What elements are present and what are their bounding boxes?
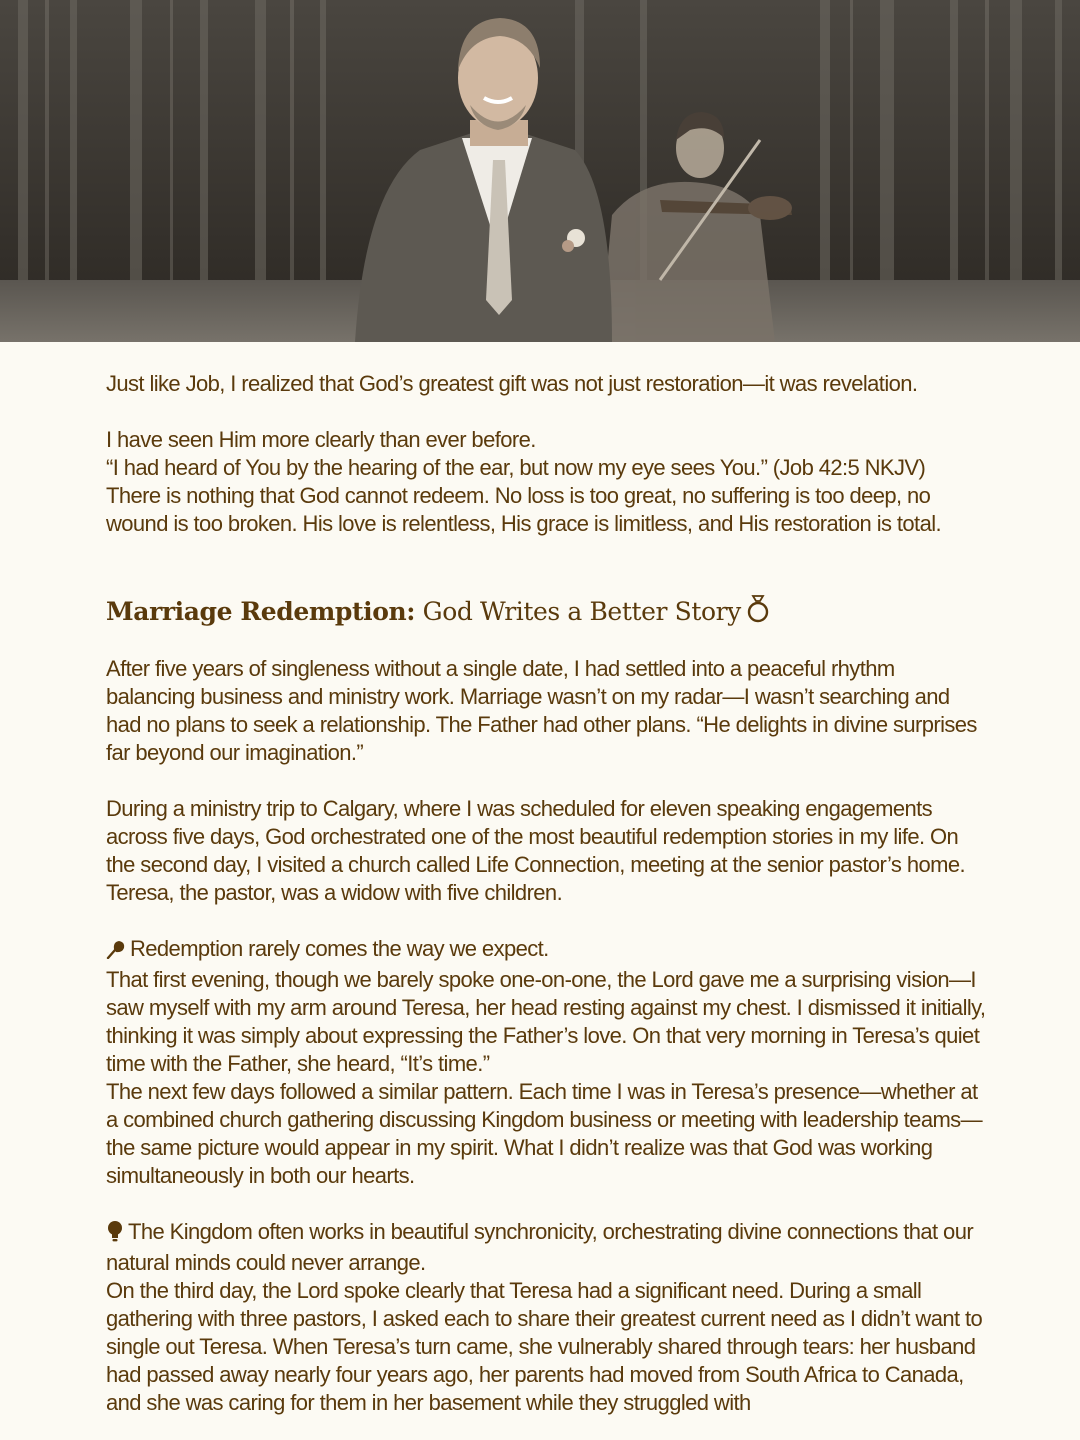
scripture-quote: “I had heard of You by the hearing of the ear, but now my eye sees You.” (Job 42:5 NKJV) bbox=[106, 455, 926, 480]
lightbulb-icon bbox=[106, 1220, 124, 1249]
paragraph-calgary-trip: During a ministry trip to Calgary, where I was scheduled for eleven speaking engagements across five days, God orchestrated one of the most beautiful redemption stories in my life. On the second day, I visited a church called Life Connection, meeting at the senior pastor’s home. Teresa, the pastor, was a widow with five children. bbox=[106, 796, 965, 905]
paragraph-redemption-expect-text: Redemption rarely comes the way we expect. bbox=[130, 936, 549, 961]
paragraph-kingdom-synchronicity-text: The Kingdom often works in beautiful synchronicity, orchestrating divine connections that our natural minds could never arrange. bbox=[106, 1219, 974, 1275]
hero-photo bbox=[0, 0, 1080, 342]
pin-icon bbox=[106, 938, 126, 966]
paragraph-first-evening: That first evening, though we barely spoke one-on-one, the Lord gave me a surprising vision—I saw myself with my arm around Teresa, her head resting against my chest. I dismissed it initially, thinking it was simply about expressing the Father’s love. On that very morning in Teresa’s quiet time with the Father, she heard, “It’s time.” bbox=[106, 967, 986, 1076]
paragraph-singleness: After five years of singleness without a single date, I had settled into a peaceful rhythm balancing business and ministry work. Marriage wasn’t on my radar—I wasn’t searching and had no plans to seek a relationship. The Father had other plans. “He delights in divine surprises far beyond our imagination.” bbox=[106, 656, 977, 765]
ring-icon bbox=[747, 594, 769, 633]
article-body bbox=[106, 370, 986, 1417]
section-heading-bold: Marriage Redemption: bbox=[106, 597, 416, 626]
paragraph-seen-him: I have seen Him more clearly than ever before. bbox=[106, 427, 536, 452]
hero-photo-illustration bbox=[0, 0, 1080, 342]
paragraph-third-day: On the third day, the Lord spoke clearly that Teresa had a significant need. During a small gathering with three pastors, I asked each to share their greatest current need as I didn’t want to single out Teresa. When Teresa’s turn came, she vulnerably shared through tears: her husband had passed away nearly four years ago, her parents had moved from South Africa to Canada, and she was caring for them in her basement while they struggled with bbox=[106, 1278, 983, 1415]
paragraph-redemption-expect bbox=[106, 935, 986, 966]
paragraph-nothing-cannot-redeem: There is nothing that God cannot redeem. No loss is too great, no suffering is too deep, no wound is too broken. His love is relentless, His grace is limitless, and His restoration is total. bbox=[106, 483, 942, 536]
section-heading bbox=[106, 594, 986, 633]
paragraph-next-few-days: The next few days followed a similar pattern. Each time I was in Teresa’s presence—whether at a combined church gathering discussing Kingdom business or meeting with leadership teams—the same picture would appear in my spirit. What I didn’t realize was that God was working simultaneously in both our hearts. bbox=[106, 1079, 982, 1188]
section-heading-rest: God Writes a Better Story bbox=[415, 597, 741, 626]
paragraph-kingdom-synchronicity bbox=[106, 1218, 986, 1277]
paragraph-job-revelation: Just like Job, I realized that God’s greatest gift was not just restoration—it was revelation. bbox=[106, 371, 918, 396]
